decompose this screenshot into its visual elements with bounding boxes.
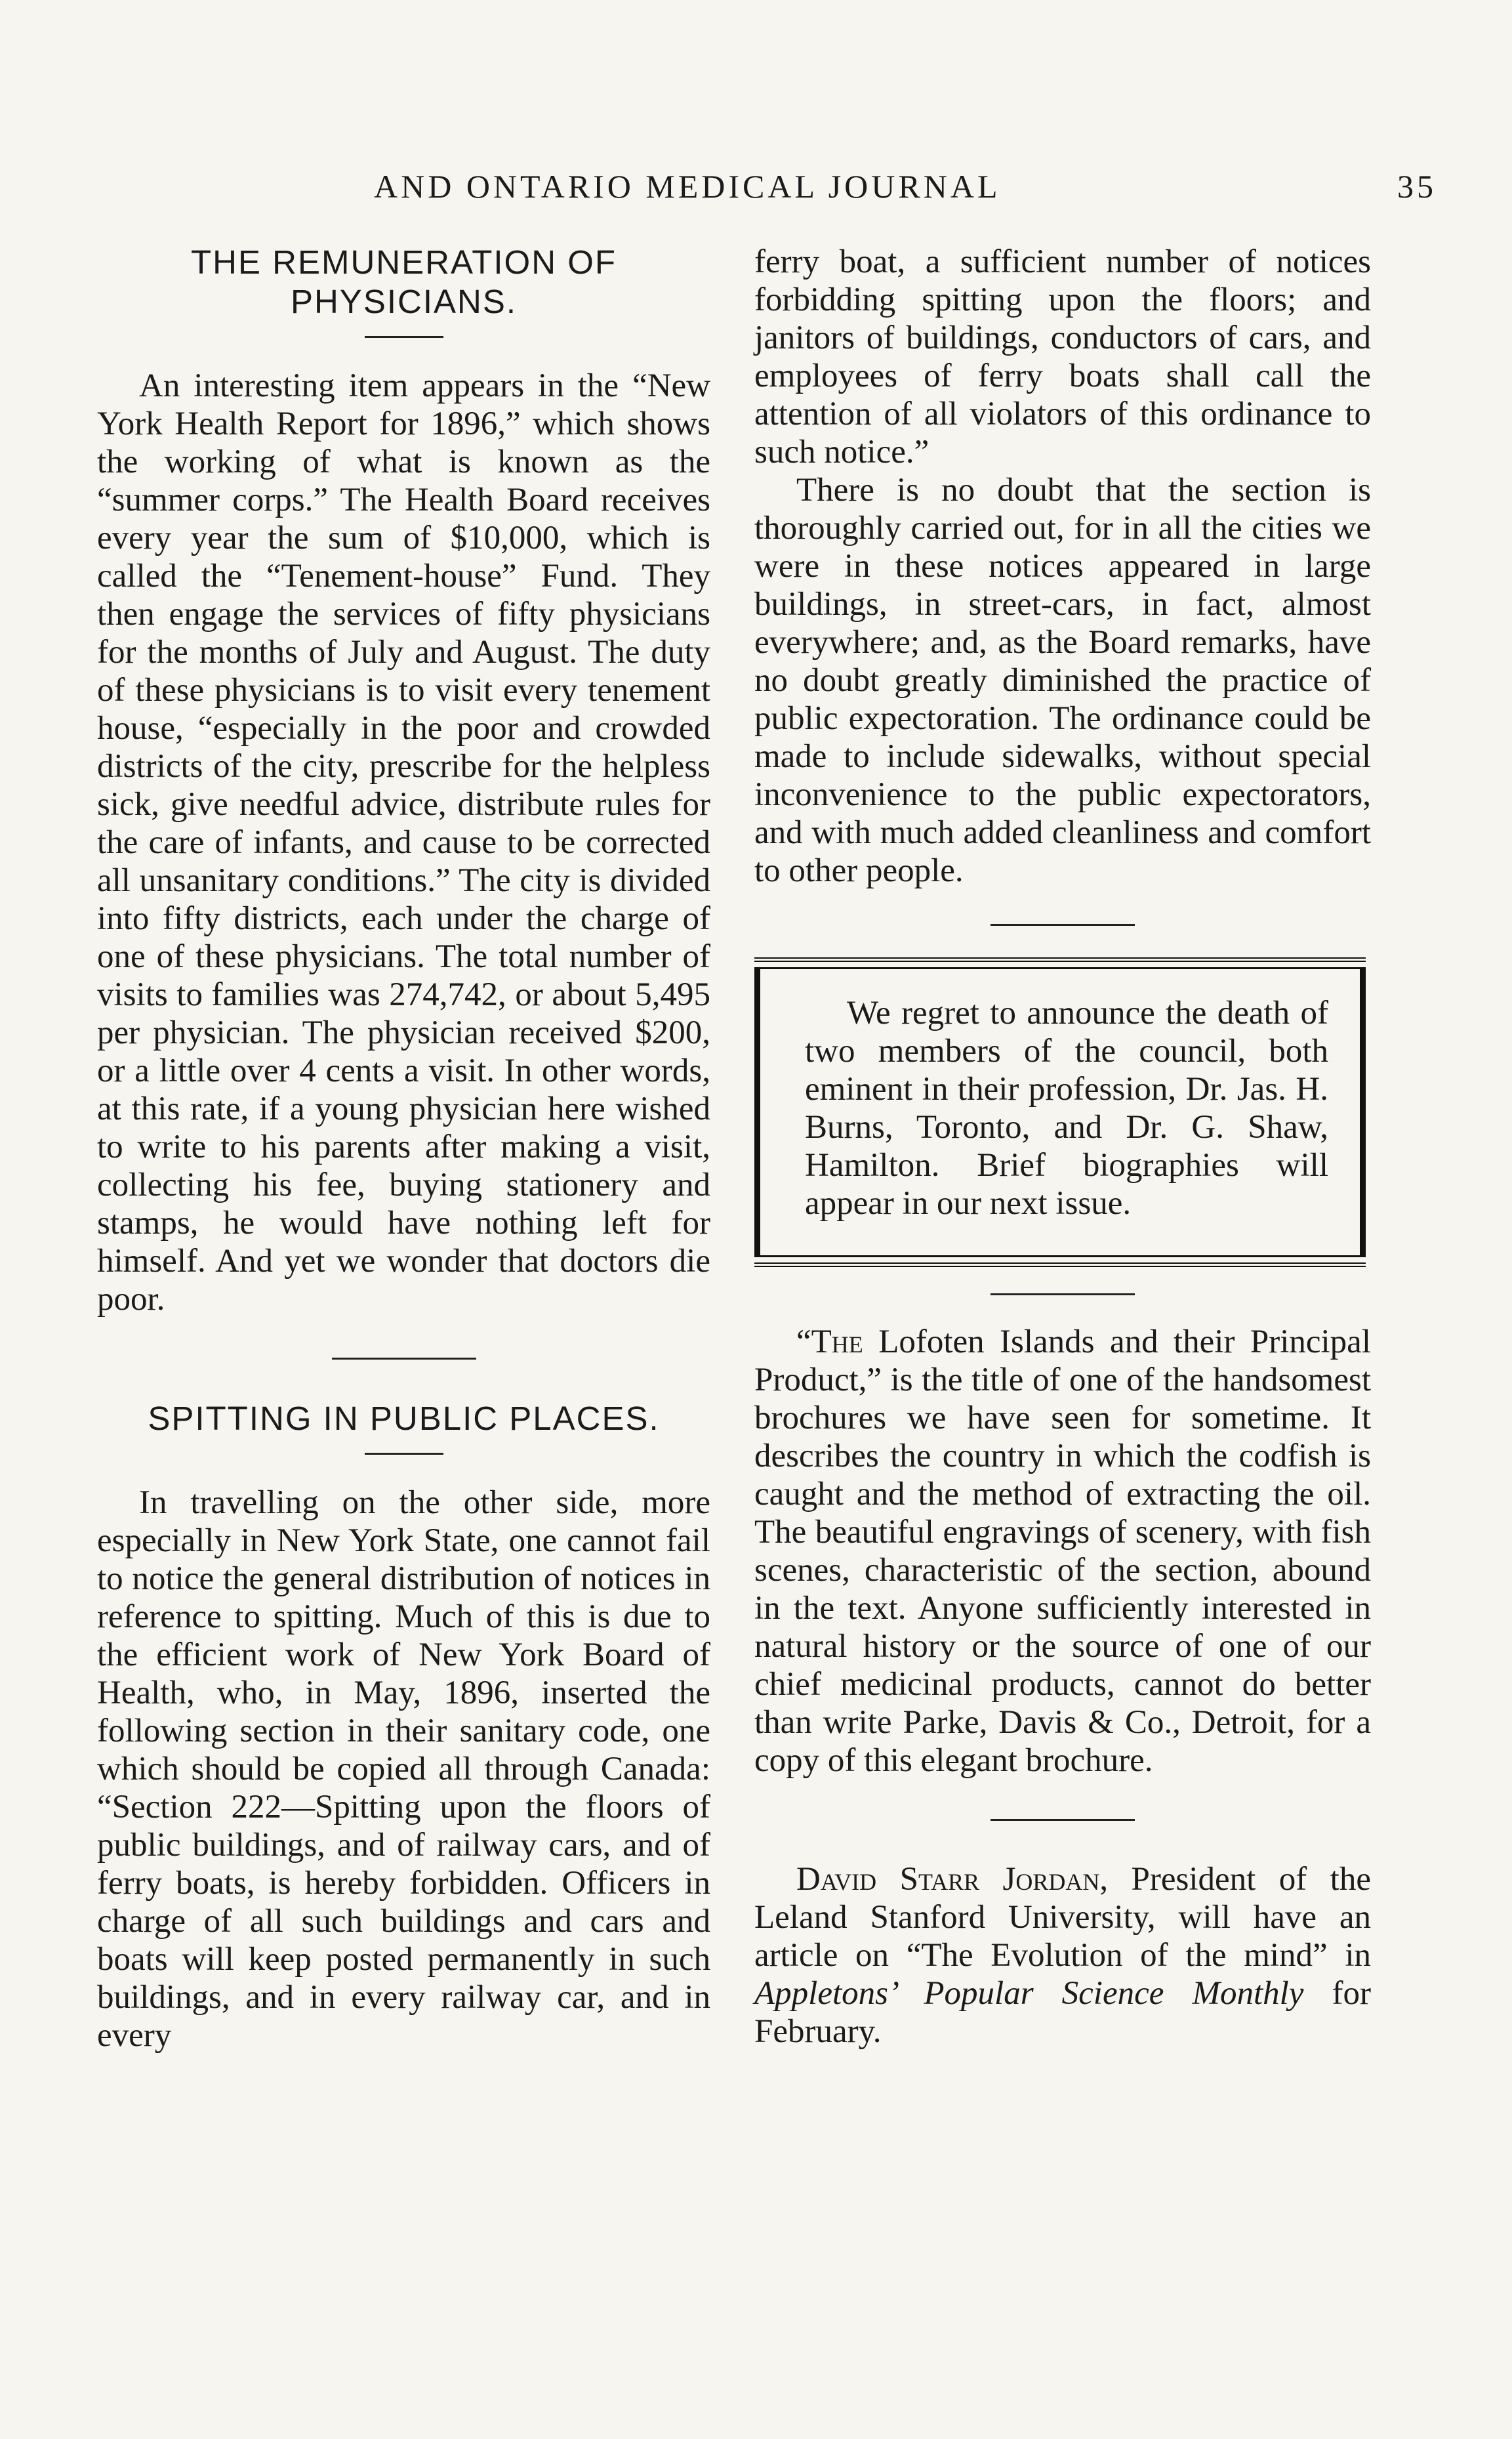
title-line-2: PHYSICIANS.	[290, 283, 518, 320]
magazine-title: Appletons’ Popular Science Monthly	[754, 1975, 1304, 2012]
jordan-paragraph	[754, 1860, 1371, 2051]
running-title: AND ONTARIO MEDICAL JOURNAL	[374, 168, 1001, 205]
spitting-paragraph: In travelling on the other side, more especially in New York State, one cannot fail to notice the general distribution of notices in reference to spitting. Much of this is due to the efficient work of New York Board of Health, who, in May, 1896, inserted the following section in their sanitary code, one which should be copied all through Canada: “Section 222—Spitting upon the floors of public buildings, and of railway cars, and of ferry boats, is hereby forbidden. Officers in charge of all such buildings and cars and boats will keep posted permanently in such buildings, and in every railway car, and in every	[97, 1484, 710, 2054]
section-divider	[991, 924, 1135, 926]
lofoten-text: Lofoten Islands and their Principal Product,” is the title of one of the handsomest brochures we have seen for sometime. It describes the country in which the codfish is caught and the method of extracting the oil. The beautiful engravings of scenery, with fish scenes, characteristic of the section, abound in the text. Anyone sufficiently interested in natural history or the source of one of our chief medicinal products, cannot do better than write Parke, Davis & Co., Detroit, for a copy of this elegant brochure.	[754, 1324, 1371, 1779]
obituary-notice-box	[754, 957, 1366, 1267]
section-divider	[991, 1293, 1135, 1295]
left-column	[97, 243, 710, 2054]
remuneration-paragraph: An interesting item appears in the “New York Health Report for 1896,” which shows the working of what is known as the “summer corps.” The Health Board receives every year the sum of $10,000, which is called the “Tenement-house” Fund. They then engage the services of fifty physicians for the months of July and August. The duty of these physicians is to visit every tenement house, “especially in the poor and crowded districts of the city, prescribe for the helpless sick, give needful advice, distribute rules for the care of infants, and cause to be corrected all unsanitary conditions.” The city is divided into fifty districts, each under the charge of one of these physicians. The total number of visits to families was 274,742, or about 5,495 per physician. The physician received $200, or a little over 4 cents a visit. In other words, at this rate, if a young physician here wished to write to his parents after making a visit, collecting his fee, buying stationery and stamps, he would have nothing left for himself. And yet we wonder that doctors die poor.	[97, 367, 710, 1318]
running-header	[374, 167, 1437, 220]
spitting-paragraph-2: There is no doubt that the section is thoroughly carried out, for in all the cities we were in these notices appeared in large buildings, in street-cars, in fact, almost everywhere; and, as the Board remarks, have no doubt greatly diminished the practice of public expectoration. The ordinance could be made to include sidewalks, without special inconvenience to the public expectorators, and with much added cleanliness and comfort to other people.	[754, 472, 1371, 889]
title-rule	[365, 1453, 443, 1455]
notice-frame	[754, 967, 1366, 1257]
title-rule	[365, 336, 443, 338]
article-title-remuneration	[97, 243, 710, 322]
obituary-notice-text: We regret to announce the death of two members of the council, both eminent in their profession, Dr. Jas. H. Burns, Toronto, and Dr. G. Shaw, Hamilton. Brief biographies will appear in our next issue.	[805, 995, 1328, 1222]
jordan-text-2: for February.	[754, 1975, 1371, 2050]
lofoten-paragraph	[754, 1323, 1371, 1780]
title-line-1: THE REMUNERATION OF	[190, 243, 617, 281]
page-number: 35	[1397, 168, 1437, 205]
section-divider	[332, 1358, 476, 1360]
section-divider	[991, 1819, 1135, 1821]
jordan-text-1: , President of the Leland Stanford University, will have an article on “The Evolution of the mind” in	[754, 1861, 1371, 1974]
article-title-spitting: SPITTING IN PUBLIC PLACES.	[148, 1400, 660, 1437]
spitting-paragraph-continued: ferry boat, a sufficient number of notices forbidding spitting upon the floors; and janitors of buildings, conductors of cars, and employees of ferry boats shall call the attention of all violators of this ordinance to such notice.”	[754, 243, 1371, 470]
right-column	[754, 243, 1371, 2051]
lofoten-lead: “The	[796, 1324, 863, 1360]
jordan-name: David Starr Jordan	[796, 1861, 1100, 1898]
